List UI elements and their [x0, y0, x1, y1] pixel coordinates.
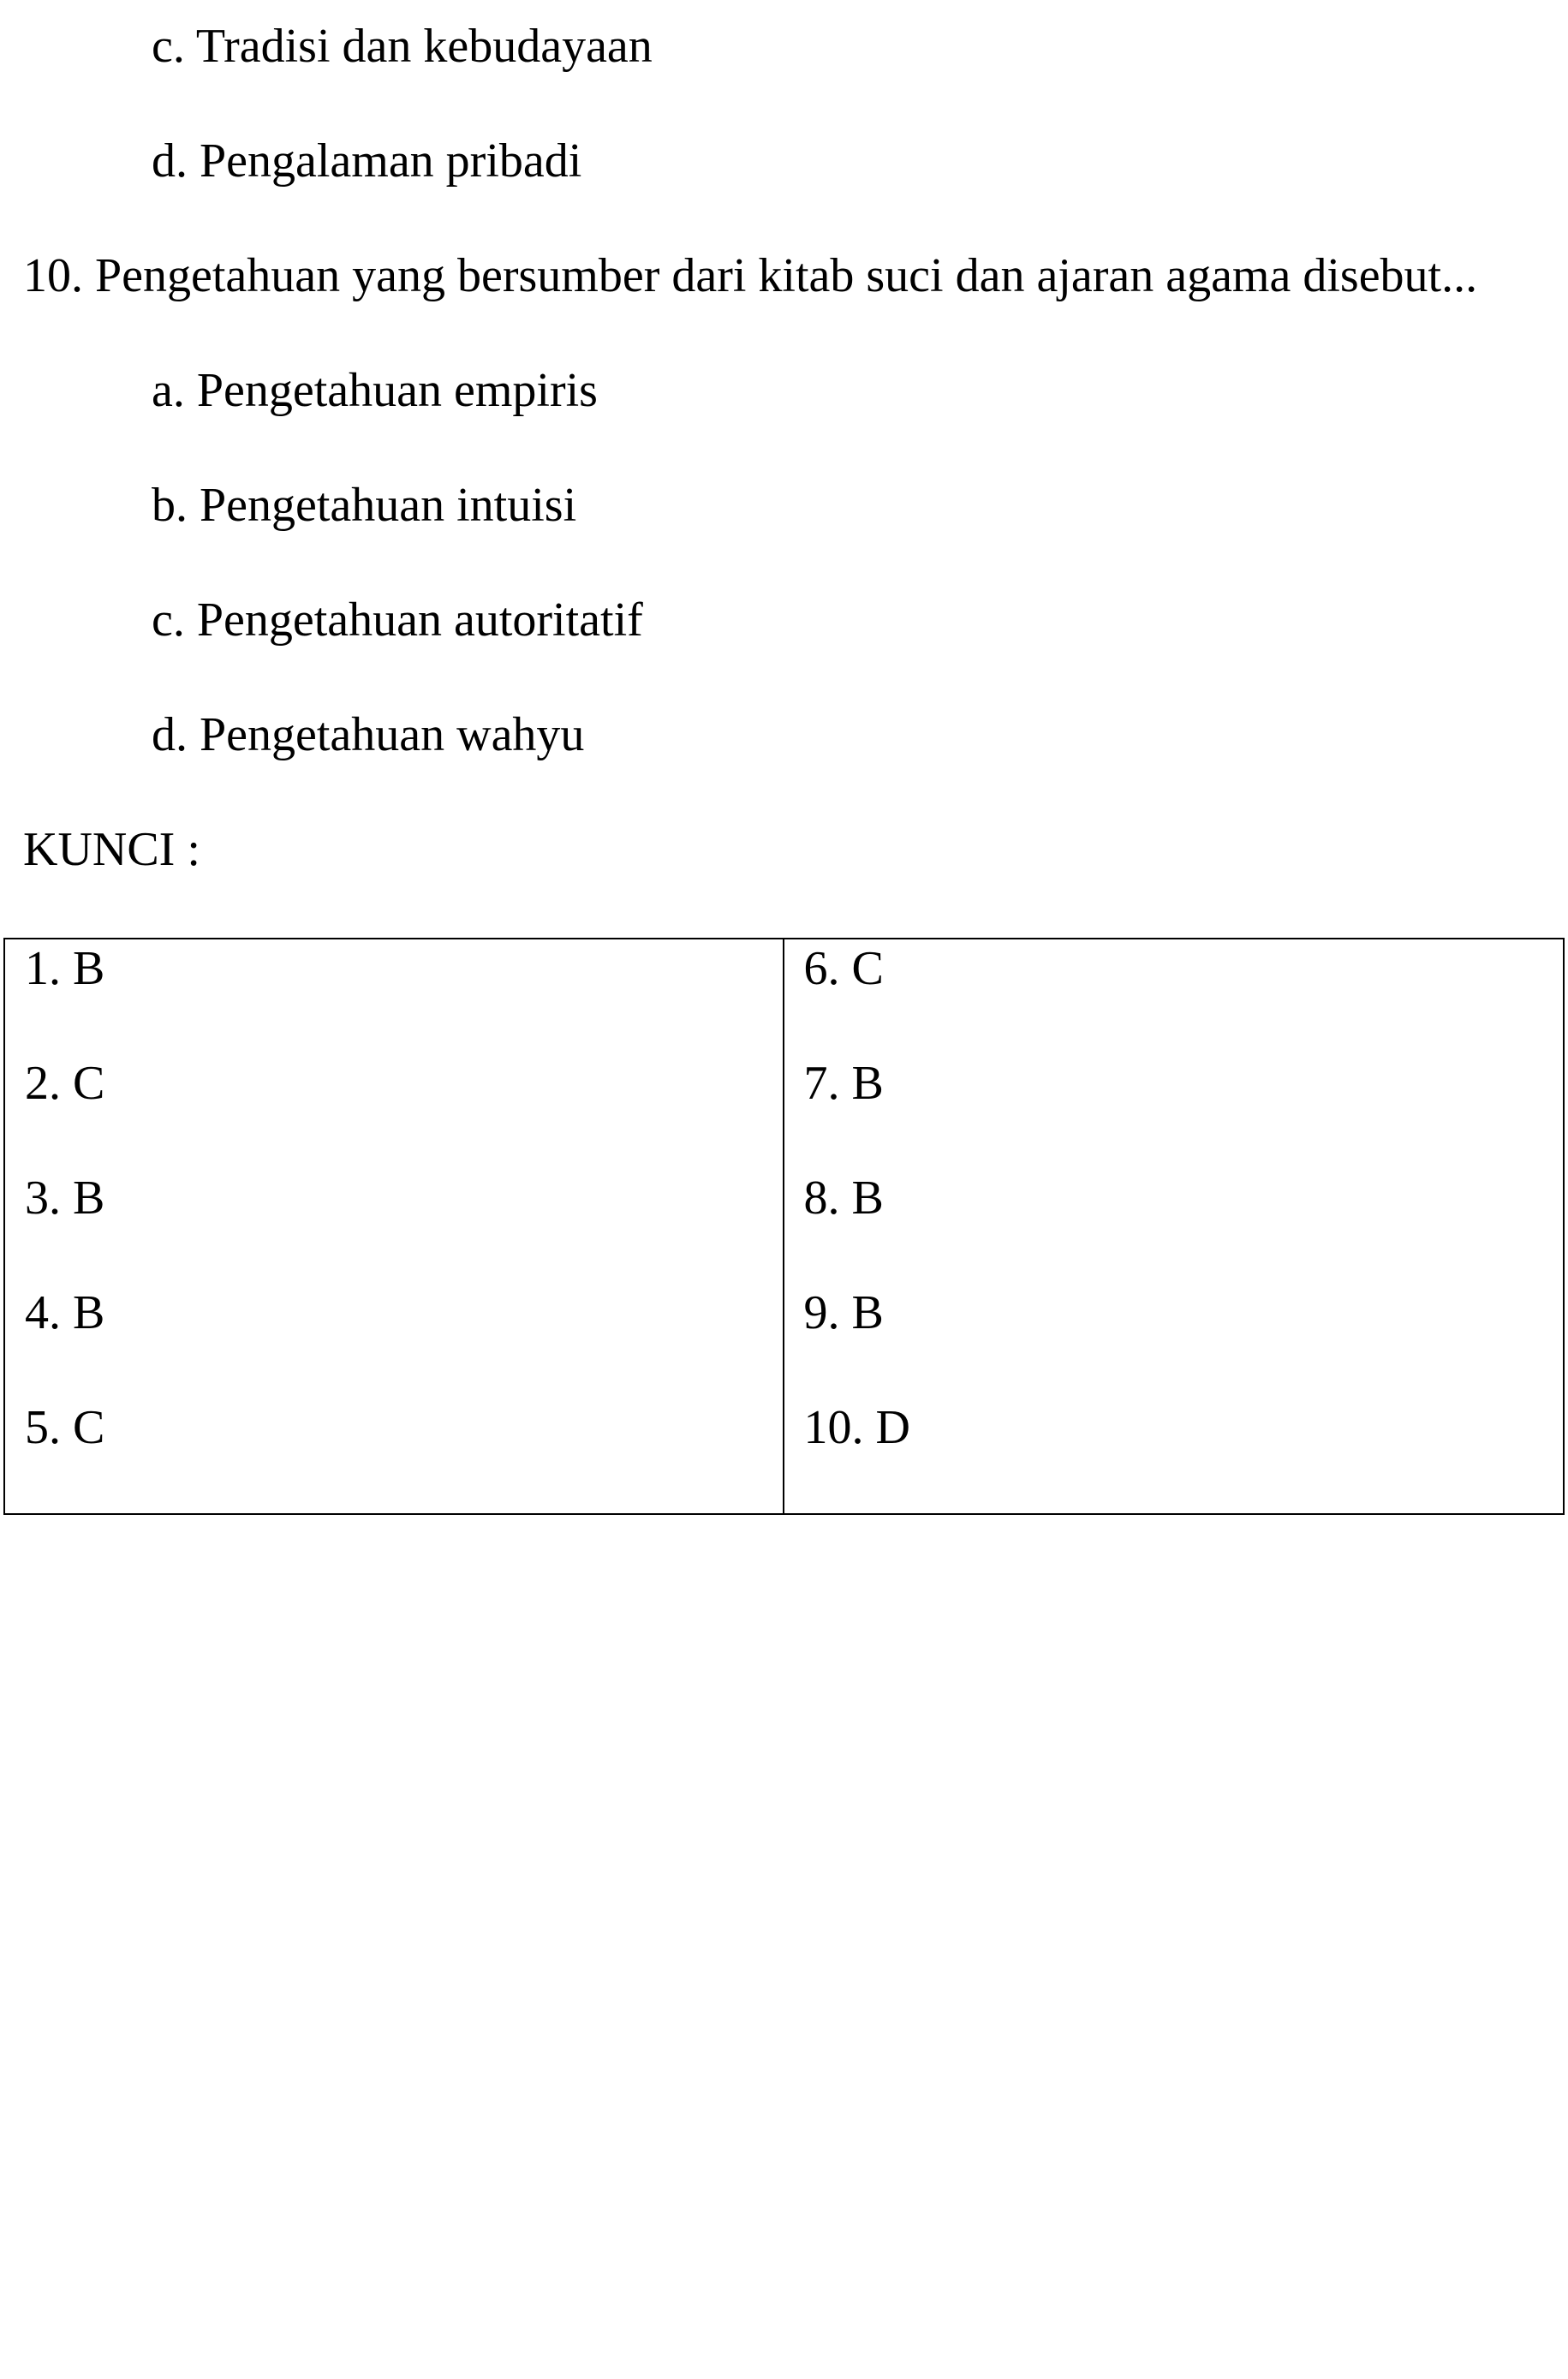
answer-key-item: 2. C: [25, 1057, 105, 1110]
answer-key-item: 3. B: [25, 1172, 105, 1225]
question-10-option-b: b. Pengetahuan intuisi: [152, 479, 577, 532]
question-10-option-c: c. Pengetahuan autoritatif: [152, 593, 643, 647]
answer-key-item: 1. B: [25, 942, 105, 995]
question-10-text: 10. Pengetahuan yang bersumber dari kitab suci dan ajaran agama disebut...: [23, 249, 1478, 302]
question-10-option-d: d. Pengetahuan wahyu: [152, 708, 585, 761]
answer-key-item: 8. B: [803, 1172, 884, 1225]
answer-key-left-column: [5, 939, 784, 1513]
answer-key-item: 10. D: [803, 1401, 910, 1454]
option-d-pengalaman: d. Pengalaman pribadi: [152, 134, 582, 188]
answer-key-item: 4. B: [25, 1286, 105, 1339]
answer-key-item: 5. C: [25, 1401, 105, 1454]
question-10-option-a: a. Pengetahuan empiris: [152, 364, 598, 417]
answer-key-item: 9. B: [803, 1286, 884, 1339]
option-c-tradisi: c. Tradisi dan kebudayaan: [152, 20, 653, 73]
answer-key-label: KUNCI :: [23, 823, 200, 876]
answer-key-table: [3, 938, 1565, 1515]
answer-key-item: 7. B: [803, 1057, 884, 1110]
answer-key-right-column: [784, 939, 1564, 1513]
answer-key-item: 6. C: [803, 942, 884, 995]
